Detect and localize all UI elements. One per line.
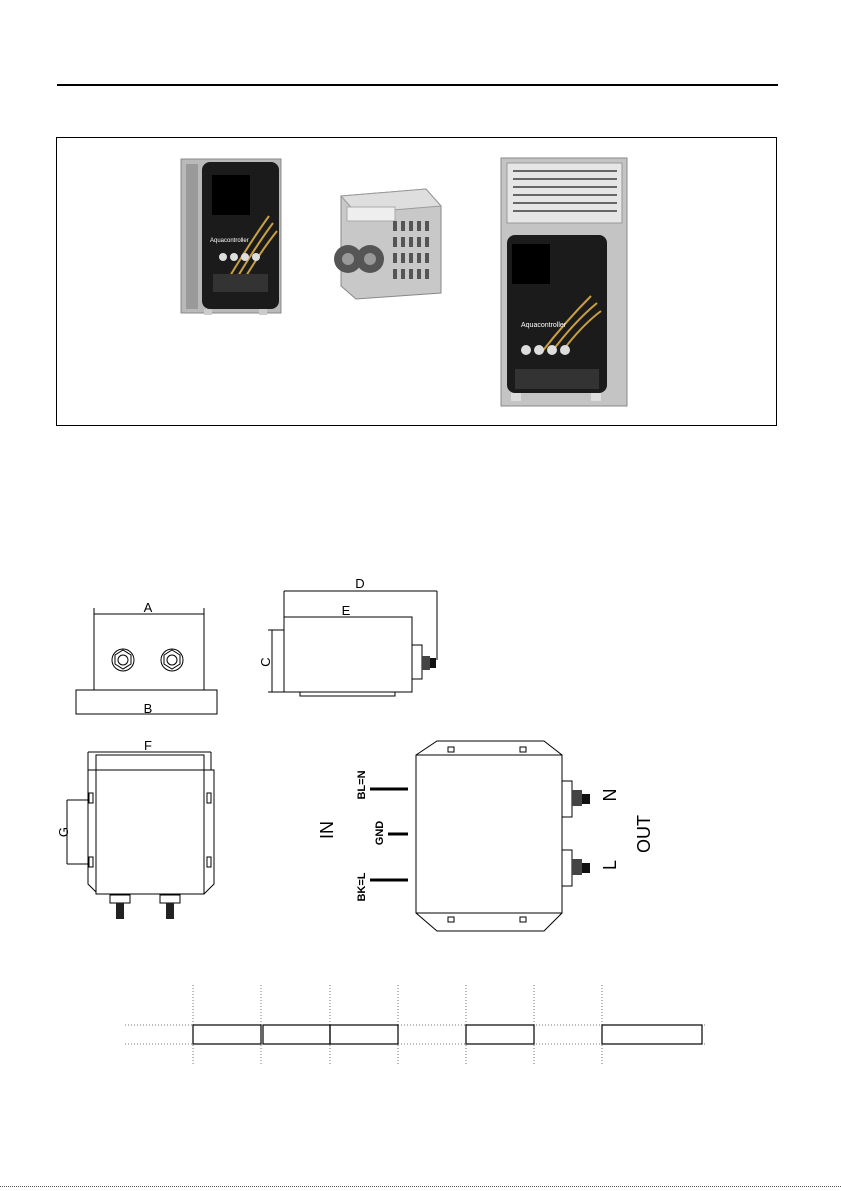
dim-d-label: D xyxy=(355,576,365,591)
side-view-drawing xyxy=(258,576,437,696)
dim-b-label: B xyxy=(143,701,153,716)
unit-1-brand: Aquacontroller xyxy=(210,238,249,244)
product-photos xyxy=(57,138,778,427)
wire-bl-n: BL=N xyxy=(356,770,368,800)
unit-3-brand: Aquacontroller xyxy=(521,322,567,329)
out-label: OUT xyxy=(634,815,654,853)
dimension-drawings xyxy=(0,560,841,1120)
photo-transformer-box xyxy=(334,189,441,299)
wire-gnd: GND xyxy=(374,820,386,846)
photo-controller-small xyxy=(181,159,281,315)
dim-g-label: G xyxy=(56,826,71,838)
dim-e-label: E xyxy=(341,603,351,618)
front-view-drawing xyxy=(76,600,217,716)
dim-f-label: F xyxy=(144,738,152,753)
dim-a-label: A xyxy=(143,600,153,615)
wiring-diagram xyxy=(317,741,654,931)
wire-bk-l: BK=L xyxy=(356,872,368,902)
product-photo-frame xyxy=(56,137,777,426)
terminal-n-label: N xyxy=(600,788,620,802)
photo-controller-combined xyxy=(501,158,627,406)
top-view-drawing xyxy=(56,738,214,919)
dim-c-label: C xyxy=(258,657,273,667)
in-label: IN xyxy=(317,821,337,839)
spec-table-cells xyxy=(193,1025,702,1044)
header-rule xyxy=(57,84,778,86)
footer-rule xyxy=(0,1186,841,1187)
terminal-l-label: L xyxy=(600,859,620,871)
